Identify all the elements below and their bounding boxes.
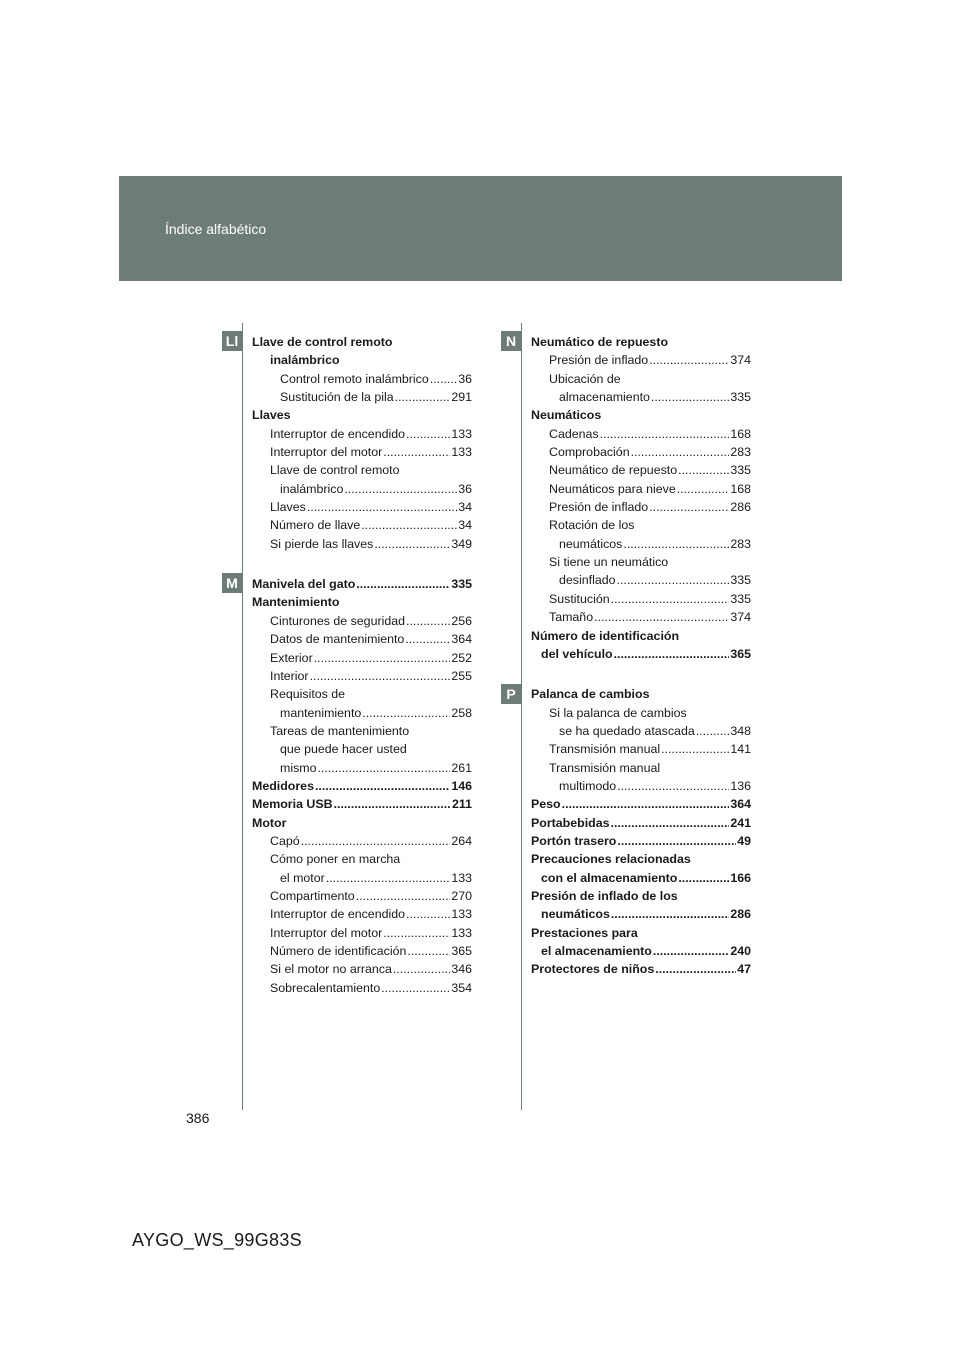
- index-entry-page[interactable]: 256: [451, 613, 472, 628]
- index-entry-text: Interruptor del motor: [270, 925, 383, 940]
- section-tab-ll: Ll: [222, 331, 242, 351]
- index-entry-page[interactable]: 365: [730, 646, 751, 661]
- index-entry-text: Sobrecalentamiento: [270, 980, 381, 995]
- dot-leader: [314, 649, 451, 667]
- index-entry-page[interactable]: 136: [730, 778, 751, 793]
- dot-leader: [301, 832, 451, 850]
- index-entry: [531, 777, 751, 795]
- index-entry-text: desinflado: [559, 573, 616, 588]
- index-entry-text: Interruptor del motor: [270, 445, 383, 460]
- index-entry-page[interactable]: 133: [451, 925, 472, 940]
- index-entry-text: Si pierde las llaves: [270, 536, 374, 551]
- dot-leader: [407, 942, 450, 960]
- index-entry-page[interactable]: 291: [451, 390, 472, 405]
- index-entry-text: Datos de mantenimiento: [270, 632, 405, 647]
- index-entry-page[interactable]: 49: [737, 833, 751, 848]
- index-entry: [531, 869, 751, 887]
- index-entry: [252, 498, 472, 516]
- index-entry-text: Interruptor de encendido: [270, 907, 406, 922]
- index-entry-text: Portabebidas: [531, 815, 610, 830]
- index-entry: [252, 814, 472, 832]
- index-entry: [252, 685, 472, 703]
- index-entry: [531, 795, 751, 813]
- dot-leader: [611, 814, 730, 832]
- index-entry-page[interactable]: 255: [451, 668, 472, 683]
- index-entry-text: Transmisión manual: [549, 742, 661, 757]
- dot-leader: [356, 575, 450, 593]
- index-entry: [252, 869, 472, 887]
- index-section-n: [531, 333, 751, 663]
- index-entry-page[interactable]: 286: [730, 500, 751, 515]
- index-entry: [531, 627, 751, 645]
- index-entry-page[interactable]: 133: [451, 907, 472, 922]
- index-entry-text: Presión de inflado: [549, 353, 649, 368]
- dot-leader: [617, 571, 730, 589]
- dot-leader: [374, 535, 450, 553]
- index-entry-text: almacenamiento: [559, 390, 650, 405]
- section-gap: [531, 663, 751, 685]
- index-section-p: [531, 685, 751, 979]
- index-entry: [252, 942, 472, 960]
- index-entry: [531, 571, 751, 589]
- index-entry-page[interactable]: 36: [458, 371, 472, 386]
- dot-leader: [649, 498, 729, 516]
- index-entry: [252, 649, 472, 667]
- index-entry-page[interactable]: 241: [730, 815, 751, 830]
- index-entry: [252, 850, 472, 868]
- index-entry-text: Número de identificación: [531, 628, 680, 643]
- index-entry: [252, 704, 472, 722]
- index-entry-text: Ubicación de: [549, 371, 621, 386]
- index-entry-page[interactable]: 346: [451, 962, 472, 977]
- dot-leader: [356, 887, 451, 905]
- document-code: AYGO_WS_99G83S: [132, 1230, 302, 1250]
- dot-leader: [600, 425, 730, 443]
- index-entry-text: mismo: [280, 760, 317, 775]
- index-entry-text: Precauciones relacionadas: [531, 852, 691, 867]
- index-entry-page[interactable]: 211: [452, 797, 472, 812]
- dot-leader: [315, 777, 450, 795]
- dot-leader: [594, 608, 729, 626]
- index-entry-text: Sustitución: [549, 591, 610, 606]
- index-entry-page[interactable]: 47: [737, 962, 751, 977]
- index-entry: [252, 667, 472, 685]
- section-gap: [252, 553, 472, 575]
- column-divider-left: [242, 323, 243, 1110]
- index-entry-text: Cómo poner en marcha: [270, 852, 401, 867]
- index-entry-page[interactable]: 34: [458, 518, 472, 533]
- header-band: [119, 176, 842, 281]
- index-entry: [531, 887, 751, 905]
- index-entry-text: Presión de inflado de los: [531, 888, 678, 903]
- dot-leader: [678, 869, 729, 887]
- index-entry: [252, 370, 472, 388]
- dot-leader: [406, 905, 450, 923]
- dot-leader: [653, 942, 729, 960]
- index-entry-text: Presión de inflado: [549, 500, 649, 515]
- dot-leader: [326, 869, 451, 887]
- header-title: Índice alfabético: [165, 221, 267, 237]
- index-entry-text: multimodo: [559, 778, 617, 793]
- index-entry-text: Medidores: [252, 778, 314, 793]
- index-entry: [531, 480, 751, 498]
- page-number: 386: [186, 1110, 210, 1126]
- index-entry: [531, 535, 751, 553]
- index-entry: [252, 406, 472, 424]
- dot-leader: [631, 443, 730, 461]
- index-entry: [252, 480, 472, 498]
- index-entry-text: se ha quedado atascada: [559, 723, 695, 738]
- dot-leader: [383, 443, 450, 461]
- index-entry-text: mantenimiento: [280, 705, 362, 720]
- index-entry: [531, 370, 751, 388]
- index-entry: [531, 351, 751, 369]
- index-entry: [531, 498, 751, 516]
- dot-leader: [623, 535, 729, 553]
- index-entry: [252, 593, 472, 611]
- index-entry-page[interactable]: 146: [451, 778, 472, 793]
- index-entry-text: Neumático de repuesto: [549, 463, 678, 478]
- index-entry-text: Neumáticos: [531, 408, 602, 423]
- index-entry-text: Memoria USB: [252, 797, 333, 812]
- index-entry-text: Comprobación: [549, 445, 630, 460]
- index-entry: [531, 553, 751, 571]
- index-entry-page[interactable]: 240: [730, 944, 751, 958]
- index-entry-page[interactable]: 364: [451, 632, 472, 647]
- dot-leader: [651, 388, 729, 406]
- index-entry-text: Control remoto inalámbrico: [280, 371, 429, 386]
- index-entry: [531, 814, 751, 832]
- index-entry-text: Llaves: [270, 500, 306, 515]
- index-entry-text: Requisitos de: [270, 687, 346, 702]
- index-entry: [531, 590, 751, 608]
- index-entry-page[interactable]: 348: [730, 723, 751, 738]
- index-entry-text: Cadenas: [549, 426, 599, 441]
- dot-leader: [614, 645, 730, 663]
- index-entry-page[interactable]: 283: [730, 536, 751, 551]
- index-entry-page[interactable]: 365: [451, 944, 472, 958]
- index-entry-text: inalámbrico: [280, 481, 344, 496]
- index-entry: [252, 333, 472, 351]
- index-entry: [531, 461, 751, 479]
- index-entry-text: Mantenimiento: [252, 595, 340, 610]
- index-entry: [531, 704, 751, 722]
- dot-leader: [617, 777, 729, 795]
- dot-leader: [383, 924, 450, 942]
- index-entry: [531, 722, 751, 740]
- dot-leader: [393, 960, 450, 978]
- index-entry-text: Tareas de mantenimiento: [270, 723, 410, 738]
- index-entry-text: Si el motor no arranca: [270, 962, 392, 977]
- index-entry-text: Si la palanca de cambios: [549, 705, 687, 720]
- section-tab-p: P: [501, 684, 521, 704]
- index-entry: [252, 443, 472, 461]
- index-entry-text: el motor: [280, 870, 325, 885]
- index-entry-text: Manivela del gato: [252, 577, 356, 592]
- index-entry-text: Neumático de repuesto: [531, 335, 669, 349]
- dot-leader: [405, 630, 450, 648]
- dot-leader: [611, 905, 729, 923]
- index-entry-page[interactable]: 261: [451, 760, 472, 775]
- index-entry-page[interactable]: 349: [451, 536, 472, 551]
- index-entry: [531, 740, 751, 758]
- index-entry-text: Cinturones de seguridad: [270, 613, 406, 628]
- dot-leader: [317, 759, 450, 777]
- index-entry-text: el almacenamiento: [541, 944, 652, 958]
- index-entry-page[interactable]: 264: [451, 833, 472, 848]
- index-entry: [531, 960, 751, 978]
- index-entry-page[interactable]: 335: [730, 591, 751, 606]
- dot-leader: [696, 722, 730, 740]
- index-entry-text: del vehículo: [541, 646, 613, 661]
- dot-leader: [677, 480, 730, 498]
- index-section-ll: [252, 333, 472, 553]
- index-entry: [252, 351, 472, 369]
- index-entry: [531, 608, 751, 626]
- index-entry-text: Rotación de los: [549, 518, 635, 533]
- dot-leader: [678, 461, 729, 479]
- index-entry-page[interactable]: 36: [458, 481, 472, 496]
- index-entry-text: neumáticos: [559, 536, 623, 551]
- index-entry: [252, 979, 472, 997]
- index-entry: [531, 759, 751, 777]
- index-entry-page[interactable]: 168: [730, 426, 751, 441]
- index-entry-page[interactable]: 270: [451, 888, 472, 903]
- index-entry: [252, 759, 472, 777]
- dot-leader: [362, 704, 450, 722]
- index-entry-text: Número de identificación: [270, 944, 407, 958]
- dot-leader: [406, 612, 450, 630]
- dot-leader: [381, 979, 450, 997]
- index-section-m: [252, 575, 472, 997]
- dot-leader: [307, 498, 457, 516]
- index-entry: [531, 942, 751, 960]
- index-entry-page[interactable]: 166: [730, 870, 751, 885]
- index-entry: [252, 425, 472, 443]
- index-entry: [531, 832, 751, 850]
- index-entry-page[interactable]: 141: [730, 742, 751, 757]
- dot-leader: [334, 795, 451, 813]
- dot-leader: [562, 795, 730, 813]
- index-entry: [252, 924, 472, 942]
- index-entry-page[interactable]: 335: [730, 463, 751, 478]
- index-entry-text: Neumáticos para nieve: [549, 481, 676, 496]
- index-entry-page[interactable]: 335: [730, 390, 751, 405]
- index-entry-page[interactable]: 252: [451, 650, 472, 665]
- index-entry-text: Capó: [270, 833, 300, 848]
- index-entry-text: Prestaciones para: [531, 925, 638, 940]
- index-entry: [252, 887, 472, 905]
- index-entry-text: Tamaño: [549, 610, 594, 625]
- index-entry-text: Llave de control remoto: [252, 335, 393, 349]
- index-entry-text: Compartimento: [270, 888, 355, 903]
- index-entry: [252, 516, 472, 534]
- index-entry: [531, 685, 751, 703]
- index-entry-text: neumáticos: [541, 907, 610, 922]
- index-entry-page[interactable]: 364: [730, 797, 751, 812]
- index-entry: [252, 575, 472, 593]
- index-entry-page[interactable]: 168: [730, 481, 751, 496]
- index-entry: [531, 850, 751, 868]
- index-entry-text: Motor: [252, 815, 287, 830]
- section-tab-n: N: [501, 331, 521, 351]
- index-entry: [531, 406, 751, 424]
- dot-leader: [611, 590, 730, 608]
- index-entry: [252, 832, 472, 850]
- index-entry: [252, 722, 472, 740]
- index-entry: [252, 795, 472, 813]
- index-entry-page[interactable]: 133: [451, 870, 472, 885]
- index-entry-text: Palanca de cambios: [531, 687, 650, 702]
- index-entry-text: que puede hacer usted: [280, 742, 407, 757]
- dot-leader: [310, 667, 451, 685]
- index-entry-page[interactable]: 335: [730, 573, 751, 588]
- index-entry: [531, 924, 751, 942]
- index-entry-text: Número de llave: [270, 518, 361, 533]
- index-entry-page[interactable]: 133: [451, 445, 472, 460]
- index-entry: [252, 612, 472, 630]
- index-entry-text: Interior: [270, 668, 309, 683]
- index-entry: [252, 461, 472, 479]
- index-entry: [531, 443, 751, 461]
- index-entry: [531, 905, 751, 923]
- index-entry: [252, 905, 472, 923]
- index-entry-text: Transmisión manual: [549, 760, 661, 775]
- index-entry: [531, 516, 751, 534]
- index-entry-text: inalámbrico: [270, 353, 340, 368]
- index-entry: [531, 425, 751, 443]
- dot-leader: [661, 740, 729, 758]
- index-entry: [252, 740, 472, 758]
- index-entry: [252, 777, 472, 795]
- index-entry-text: Interruptor de encendido: [270, 426, 406, 441]
- index-entry-text: Peso: [531, 797, 561, 812]
- dot-leader: [361, 516, 457, 534]
- index-entry-text: Si tiene un neumático: [549, 555, 669, 570]
- index-entry: [252, 960, 472, 978]
- index-entry-page[interactable]: 374: [730, 353, 751, 368]
- column-divider-right: [521, 323, 522, 1110]
- index-entry-page[interactable]: 286: [730, 907, 751, 922]
- index-entry: [252, 388, 472, 406]
- dot-leader: [344, 480, 457, 498]
- index-entry-text: Portón trasero: [531, 833, 617, 848]
- index-entry-page[interactable]: 354: [451, 980, 472, 995]
- index-entry-text: Llave de control remoto: [270, 463, 400, 478]
- index-column-right: [531, 333, 751, 979]
- index-entry-page[interactable]: 283: [730, 445, 751, 460]
- dot-leader: [617, 832, 736, 850]
- index-entry-page[interactable]: 34: [458, 500, 472, 515]
- index-entry-page[interactable]: 133: [451, 426, 472, 441]
- index-entry: [531, 645, 751, 663]
- dot-leader: [655, 960, 736, 978]
- index-entry-page[interactable]: 374: [730, 610, 751, 625]
- index-entry-page[interactable]: 258: [451, 705, 472, 720]
- index-entry-text: Llaves: [252, 408, 291, 423]
- index-column-left: [252, 333, 472, 997]
- index-entry: [252, 535, 472, 553]
- index-entry-text: Protectores de niños: [531, 962, 655, 977]
- index-entry: [531, 388, 751, 406]
- index-entry-page[interactable]: 335: [451, 577, 472, 592]
- index-entry-text: con el almacenamiento: [541, 870, 678, 885]
- dot-leader: [406, 425, 450, 443]
- index-entry: [252, 630, 472, 648]
- index-entry-text: Exterior: [270, 650, 313, 665]
- dot-leader: [395, 388, 451, 406]
- dot-leader: [430, 370, 457, 388]
- index-entry: [531, 333, 751, 351]
- dot-leader: [649, 351, 729, 369]
- index-entry-text: Sustitución de la pila: [280, 390, 394, 405]
- section-tab-m: M: [222, 573, 242, 593]
